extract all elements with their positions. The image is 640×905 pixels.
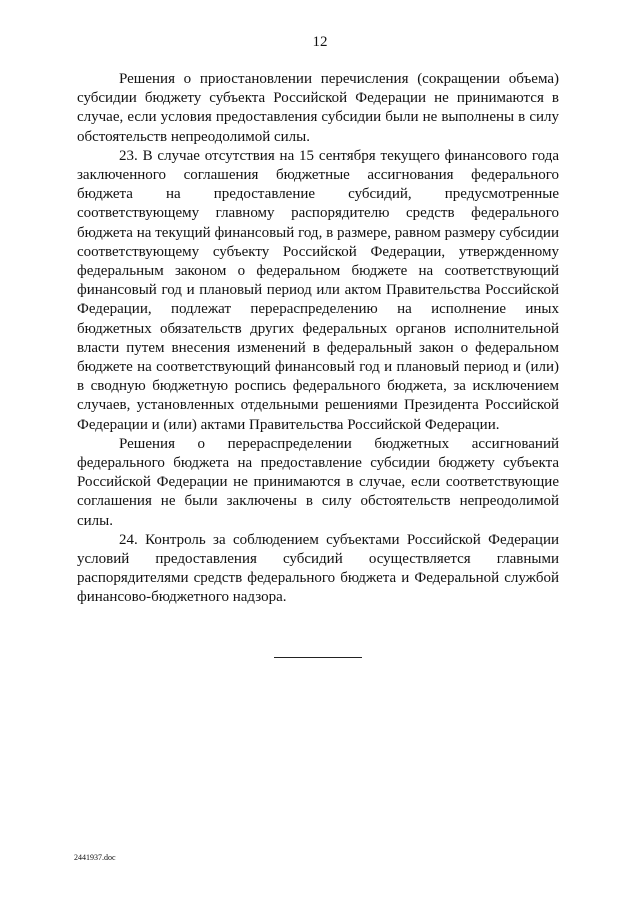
paragraph-clause-23: 23. В случае отсутствия на 15 сентября текущего финансового года заключенного соглашения бюджетные ассигнования федерального бюджета на предоставление субсидий, предусмотренные соответствующему главному распорядителю средств федерального бюджета на текущий финансовый год, в размере, равном размеру субсидии соответствующему субъекту Российской Федерации, утвержденному федеральным законом о федеральном бюджете на соответствующий финансовый год и плановый период или актом Правительства Российской Федерации, подлежат перераспределению на исполнение иных бюджетных обязательств других федеральных органов исполнительной власти путем внесения изменений в федеральный закон о федеральном бюджете на соответствующий финансовый год и плановый период и (или) в сводную бюджетную роспись федерального бюджета, за исключением случаев, установленных отдельными решениями Президента Российской Федерации и (или) актами Правительства Российской Федерации. [77,147,559,433]
document-body [77,70,559,608]
document-file-code: 2441937.doc [74,853,116,862]
end-of-text-rule [274,657,362,658]
page-number: 12 [312,34,328,50]
paragraph-subsidy-suspension: Решения о приостановлении перечисления (сокращении объема) субсидии бюджету субъекта Российской Федерации не принимаются в случае, если условия предоставления субсидии были не выполнены в силу обстоятельств непреодолимой силы. [77,71,559,145]
paragraph-clause-24: 24. Контроль за соблюдением субъектами Российской Федерации условий предоставления субсидий осуществляется главными распорядителями средств федерального бюджета и Федеральной службой финансово-бюджетного надзора. [77,531,559,606]
paragraph-reallocation-decision: Решения о перераспределении бюджетных ассигнований федерального бюджета на предоставление субсидии бюджету субъекта Российской Федерации не принимаются в случае, если соответствующие соглашения не были заключены в силу обстоятельств непреодолимой силы. [77,435,559,529]
